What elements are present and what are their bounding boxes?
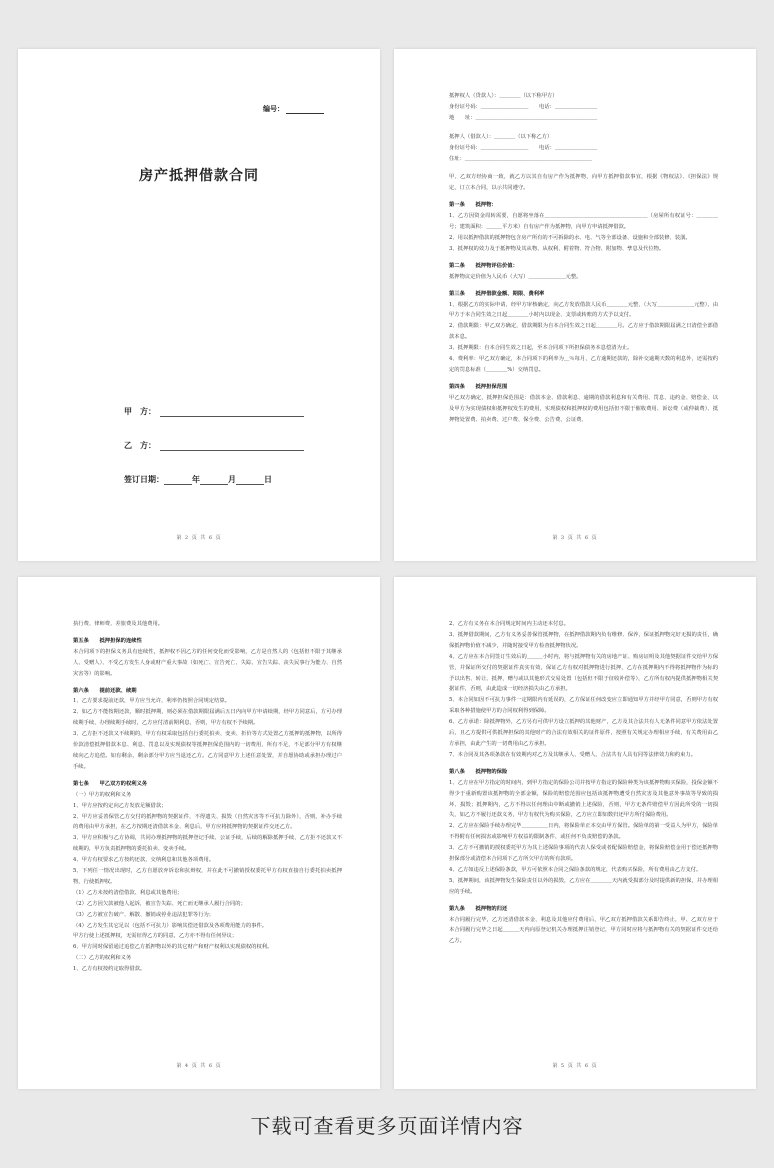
paragraph: 1、乙方有权按约定取得借款。: [73, 966, 146, 973]
paragraph: 3、甲方应积极与乙方协调，共同办理抵押物的抵押登记手续、公证手续，后续的解除抵押手续，乙方拒不还款又不续期的，甲方负责抵押物的委托拍卖、变卖手续。: [73, 835, 342, 853]
page-footer: 第 3 页 共 6 页: [552, 535, 598, 541]
paragraph: 抵押物议定价值为人民币（大写）＿＿＿＿＿＿＿元整。: [449, 273, 582, 280]
paragraph: 2、如乙方不能按期还款，顺时抵押期，则必须在借款期限届满后五日内向甲方申请续期，经甲方同意后，方可办理续期手续，办理续期手续时，乙方应付清前期利息，否则，甲方有权不予续期。: [73, 709, 342, 727]
party-a-row: [124, 406, 304, 417]
page-footer: 第 5 页 共 6 页: [552, 1063, 598, 1069]
article-heading: 第七条 甲乙双方的权利义务: [73, 780, 148, 787]
paragraph: 3、抵押权的效力及于抵押物及其从物、从权利、附着物、符合物、附加物、孳息及代位物。: [449, 245, 665, 252]
paragraph: 本合同履行完毕，乙方还清借款本金、利息及其他应付费用后，甲乙双方抵押借款关系即告终止，甲、乙双方应于本合同履行完毕之日起＿＿＿天内向原登记机关办理抵押注销登记，甲方同时应将与抵押物有关的契据证件交还给乙方。: [449, 916, 718, 945]
paragraph: 1、乙方应在甲方指定的时间内，到甲方指定的保险公司并按甲方指定的保险种类为该抵押物购买保险，投保金额不得少于重新购置该抵押物的全部金额，保险的赔偿范围应包括该抵押物遭受自然灾害及其他意外事故等导致的损坏、损毁；抵押期内，乙方不得以任何理由中断或撤销上述保险，否则，甲方无条件赔偿甲方因此所受的一切损失，如乙方不履行还款义务，甲方有权代为购买保险，乙方应立即如数归还甲方所付保险费用。: [449, 779, 718, 819]
party-a-label: 甲 方：: [124, 406, 156, 416]
date-label: 签订日期：: [124, 474, 164, 484]
paragraph: 2、乙方应在保险手续办理完毕＿＿＿＿＿日内，将保险单正本交由甲方保管。保险单的第一受益人为甲方，保险单不得附有任何损害或影响甲方权益的限制条件，或任何不负责赔偿的条款。: [449, 823, 718, 841]
article-heading: 第一条 抵押物：: [449, 202, 497, 209]
page-text: [449, 91, 718, 425]
paragraph: 身份证号码：＿＿＿＿＿＿＿＿＿ 电话：＿＿＿＿＿＿＿＿: [449, 144, 598, 151]
paragraph: 4、甲方有权要求乙方按约还款，交纳利息和其他各项费用。: [73, 857, 215, 864]
paragraph: 2、用以抵押借款的抵押物包含房产所有的不可拆除的水、电、气等全部设备、设施和全部装修、装潢。: [449, 234, 691, 241]
paragraph: 2、甲方应妥善保管乙方交付的抵押物的契据证件，不得遗失、损毁（自然灾害等不可抗力除外），否则，补办手续的费用由甲方承担，在乙方按期还清借款本金、利息后，甲方应将抵押物的契据证件交还乙方。: [73, 813, 342, 831]
paragraph: 甲、乙双方经协商一致，就乙方以其自有房产作为抵押物，向甲方抵押借款事宜，根据《物权法》、《担保法》规定，订立本合同，以示共同遵守。: [449, 174, 718, 192]
paragraph: 4、乙方应在本合同签订生效后的＿＿＿小时内，将与抵押物有关的房地产证、购房证明及其他契据证件交给甲方保管，并保证所交付的契据证件真实有效，保证乙方有权对抵押物进行抵押，乙方在抵押期内不得将抵押物作为标的予以出售、转让、抵押，赠与或以其他形式交易处置（包括但不限于征收补偿等），乙方所有权内提供抵押物相关契据证件，否则，由此造成一切经济损失由乙方承担。: [449, 653, 718, 693]
party-b-blank: [160, 450, 304, 451]
paragraph: 7、本合同及其各项条款在有效期内对乙方及其继承人、受赠人、合法共有人具有同等法律效力和约束力。: [449, 751, 697, 758]
signing-date-row: [124, 474, 272, 485]
paragraph: 身份证号码：＿＿＿＿＿＿＿＿＿ 电话：＿＿＿＿＿＿＿＿: [449, 103, 598, 110]
paragraph: （4）乙方发生其它足以（包括不可抗力）影响其偿还借款及各项费用能力的事件。: [73, 922, 268, 929]
party-b-label: 乙 方：: [124, 440, 156, 450]
paragraph: （3）乙方被宣告破产、解散、撤销或停业违法犯罪等行为；: [73, 911, 215, 918]
serial-label: 编号：: [263, 104, 284, 113]
year-label: 年: [192, 474, 200, 484]
paragraph: 住址：＿＿＿＿＿＿＿＿＿＿＿＿＿＿＿＿＿＿＿＿＿＿＿＿: [449, 155, 593, 162]
paragraph: 1、甲方应按约定向乙方发放足额借款；: [73, 802, 167, 809]
paragraph: 3、乙方拒不还款又不续期的，甲方有权采取包括自行委托拍卖、变卖、折价等方式处置乙方抵押的抵押物，以所得价款清偿抵押借款本息、利息、罚息以及实现债权等抵押担保范围内的一切费用，所有不足，不足部分甲方有权继续向乙方追偿。如有剩余，剩余部分甲方应当退还乙方。乙方同意甲方上述任意处置，并自愿协助或承担办理过户手续。: [73, 731, 342, 770]
paragraph: 5、下列任一情况出现时，乙方自愿放弃诉讼和抗辩权，并在此不可撤销授权委托甲方有权直接自行委托拍卖抵押物，行使抵押权。: [73, 868, 342, 885]
paragraph: 甲方行使上述抵押权，无需征得乙方的同意，乙方亦不得有任何异议；: [73, 933, 238, 940]
serial-blank: [286, 113, 324, 114]
paragraph: 甲乙双方确定，抵押担保范围是：借款本金、借款利息、逾期的借款利息和有关费用、罚息、违约金、赔偿金，以及甲方为实现债权和抵押权发生的费用，实现债权和抵押权的费用包括但不限于催收费用、诉讼费（或仲裁费）、抵押物处置费、拍卖费、过户费、保全费、公告费、公证费、: [449, 394, 718, 423]
page-footer: 第 2 页 共 6 页: [176, 535, 222, 541]
paragraph: 3、抵押借款期间，乙方有义务妥善保管抵押物，在抵押借款期内负有维修、保养，保证抵押物完好无损的责任，确保抵押物价值不减少，并随时接受甲方检查抵押物状况。: [449, 631, 718, 649]
contract-page-3: [394, 49, 756, 561]
paragraph: 1、乙方要求提前还款，甲方应当允许，利率仍按照合同规定结算。: [73, 698, 230, 705]
paragraph: 5、本合同如因不可抗力事件一定期限内有延误的，乙方保证任何改变应立即通知甲方并经甲方同意，否则甲方有权采取各种措施使甲方的合同权利得到保障。: [449, 697, 718, 715]
paragraph: 1、根据乙方的实际申请，经甲方审核确定，向乙方发放借款人民币＿＿＿＿元整，（大写＿＿＿＿＿＿＿元整），由甲方于本合同生效之日起＿＿＿＿小时内以现金、支票或转账的方式予以支付。: [449, 301, 718, 319]
paragraph-gap: [449, 124, 718, 132]
contract-page-4: [18, 577, 380, 1089]
day-blank: [236, 484, 264, 485]
month-blank: [200, 484, 228, 485]
paragraph: （一）甲方的权利和义务: [73, 791, 132, 798]
paragraph: 4、费利率：甲乙双方确定，本合同项下的利率为＿％每月，乙方逾期还款的，除补交逾期天数的利息外，还需按约定的罚息标准（＿＿＿＿%）交纳罚息。: [449, 356, 718, 373]
download-more-caption: 下载可查看更多页面详情内容: [250, 1114, 524, 1138]
article-heading: 第四条 抵押担保范围: [449, 383, 508, 390]
paragraph: （2）乙方因欠款被他人起诉，被宣告失踪、死亡而无继承人履行合同的；: [73, 900, 246, 907]
paragraph: 本合同项下的担保义务具有连续性，抵押权不因乙方的任何变化而受影响，乙方是自然人的（包括但不限于其继承人、受赠人）、不受乙方发生人身或财产重大事故（如死亡、宣告死亡、失踪、宣告失踪、丧失民事行为能力、自然灾害等）的影响。: [73, 648, 342, 677]
party-a-blank: [160, 416, 304, 417]
paragraph: 执行费、律师费、差旅费及其他费用。: [73, 621, 164, 627]
page-footer: 第 4 页 共 6 页: [176, 1063, 222, 1069]
contract-title: 房产抵押借款合同: [139, 168, 259, 184]
paragraph: （1）乙方未按约清偿借款、利息或其他费用；: [73, 889, 183, 896]
paragraph-gap: [449, 164, 718, 172]
page-text: [449, 619, 718, 947]
contract-page-5: [394, 577, 756, 1089]
paragraph: 抵押权人（贷款人）：＿＿＿＿（以下称甲方）: [449, 93, 558, 99]
article-heading: 第六条 提前还款、续期: [73, 687, 137, 694]
paragraph: 1、乙方因资金周转需要，自愿将坐落在＿＿＿＿＿＿＿＿＿＿＿＿＿＿＿＿＿＿＿（房屋所有权证号：＿＿＿＿号；建筑面积：＿＿＿平方米）自有房产作为抵押物，向甲方申请抵押借款。: [449, 213, 718, 231]
paragraph: 3、抵押期限：自本合同生效之日起，至本合同项下所担保债务本息偿清为止。: [449, 345, 633, 352]
article-heading: 第九条 抵押物的归还: [449, 905, 508, 912]
paragraph: 2、借款期限：甲乙双方确定，借款期限为自本合同生效之日起＿＿＿＿月。乙方应于借款期限届满之日清偿全部借款本息。: [449, 323, 718, 341]
page-text: [73, 619, 342, 975]
paragraph: 地 址：＿＿＿＿＿＿＿＿＿＿＿＿＿＿＿＿＿＿＿＿＿＿＿: [449, 114, 598, 121]
party-b-row: [124, 440, 304, 451]
day-label: 日: [264, 474, 272, 484]
month-label: 月: [228, 474, 236, 484]
paragraph: 3、乙方不可撤销的授权委托甲方为其上述保险事项的代表人保受或者配保险赔偿金，将保险赔偿金用于偿还抵押物担保部分或清偿本合同项下乙方所欠甲方的所有款项。: [449, 845, 718, 863]
paragraph: 2、乙方有义务在本合同规定时间内主动还本付息。: [449, 621, 569, 627]
article-heading: 第三条 抵押借款金额、期限、费利率: [449, 290, 545, 297]
paragraph: 6、乙方承诺：除抵押物外，乙方另有可供甲方设立抵押的其他财产，乙方及其合法共有人无条件同意甲方依法处置后，且乙方提供可供抵押担保的其他财产的合法有效相关的证件原件，按照有关规定办理相应手续，有关费用由乙方承担，由此产生的一切费用由乙方承担。: [449, 719, 718, 747]
serial-number-field: [263, 104, 324, 114]
paragraph: 5、抵押期间，该抵押物发生保险责任以外的损毁，乙方应在＿＿＿＿天内就受损部分及时提供新的担保，并办理相应的手续。: [449, 877, 718, 895]
year-blank: [164, 484, 192, 485]
paragraph: （二）乙方的权利和义务: [73, 955, 132, 962]
article-heading: 第二条 抵押物评估价值：: [449, 262, 518, 269]
paragraph: 6、甲方同时保留通过追偿乙方抵押物以外的其它财产和财产权利以实现债权的权利。: [73, 944, 273, 951]
article-heading: 第五条 抵押担保的连续性: [73, 637, 142, 644]
contract-cover-page: [18, 49, 380, 561]
paragraph: 4、乙方如违反上述保险条款，甲方可依照本合同之保险条款的规定，代表购买保险，所有费用由乙方支付。: [449, 866, 702, 873]
paragraph: 抵押人（借款人）：＿＿＿＿（以下称乙方）: [449, 133, 553, 140]
article-heading: 第八条 抵押物的保险: [449, 768, 508, 775]
